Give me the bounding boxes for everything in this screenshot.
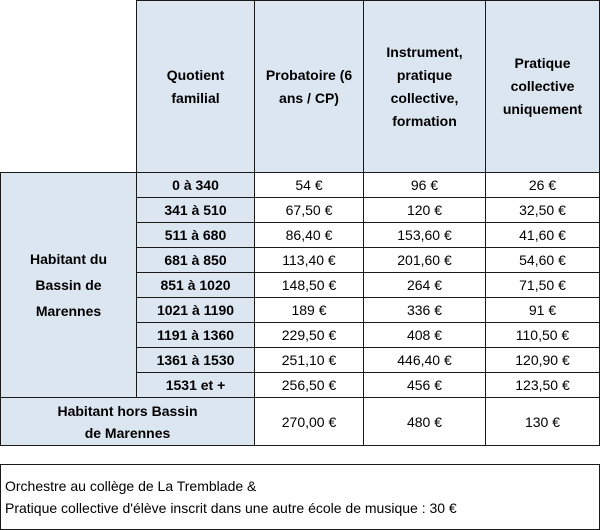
instrument-price: 264 €	[364, 273, 486, 298]
pratique-price: 26 €	[486, 173, 600, 198]
header-quotient-label: Quotient familial	[166, 66, 225, 106]
probatoire-price: 113,40 €	[255, 248, 364, 273]
instrument-price: 96 €	[364, 173, 486, 198]
probatoire-price: 256,50 €	[255, 373, 364, 398]
instrument-price: 153,60 €	[364, 223, 486, 248]
probatoire-price: 86,40 €	[255, 223, 364, 248]
header-pratique-collective	[486, 1, 600, 173]
outside-instrument-price: 480 €	[364, 398, 486, 446]
header-pratique-label: Pratique collective uniquement	[502, 55, 583, 117]
pratique-price: 123,50 €	[486, 373, 600, 398]
header-instrument-label: Instrument, pratique collective, formation	[386, 43, 463, 129]
qf-cell: 511 à 680	[137, 223, 255, 248]
outside-pratique-price: 130 €	[486, 398, 600, 446]
qf-cell: 1191 à 1360	[137, 323, 255, 348]
empty-corner-cell	[1, 1, 137, 173]
pratique-price: 91 €	[486, 298, 600, 323]
header-probatoire	[255, 1, 364, 173]
probatoire-price: 67,50 €	[255, 198, 364, 223]
qf-cell: 341 à 510	[137, 198, 255, 223]
qf-cell: 1361 à 1530	[137, 348, 255, 373]
pratique-price: 32,50 €	[486, 198, 600, 223]
header-row	[1, 1, 600, 173]
footnote-line-1: Orchestre au collège de La Tremblade &	[5, 478, 257, 494]
pratique-price: 120,90 €	[486, 348, 600, 373]
pratique-price: 41,60 €	[486, 223, 600, 248]
qf-cell: 851 à 1020	[137, 273, 255, 298]
qf-cell: 681 à 850	[137, 248, 255, 273]
instrument-price: 336 €	[364, 298, 486, 323]
outside-row	[1, 398, 600, 446]
instrument-price: 456 €	[364, 373, 486, 398]
qf-cell: 1531 et +	[137, 373, 255, 398]
table-row	[1, 173, 600, 198]
probatoire-price: 229,50 €	[255, 323, 364, 348]
probatoire-price: 148,50 €	[255, 273, 364, 298]
instrument-price: 201,60 €	[364, 248, 486, 273]
pratique-price: 110,50 €	[486, 323, 600, 348]
qf-cell: 1021 à 1190	[137, 298, 255, 323]
outside-label-cell	[1, 398, 255, 446]
instrument-price: 408 €	[364, 323, 486, 348]
header-quotient-familial	[137, 1, 255, 173]
outside-probatoire-price: 270,00 €	[255, 398, 364, 446]
qf-cell: 0 à 340	[137, 173, 255, 198]
footnote-box	[0, 464, 600, 530]
probatoire-price: 251,10 €	[255, 348, 364, 373]
footnote-line-2: Pratique collective d'élève inscrit dans une autre école de musique : 30 €	[5, 500, 457, 516]
outside-label: Habitant hors Bassin de Marennes	[57, 402, 198, 441]
instrument-price: 120 €	[364, 198, 486, 223]
pratique-price: 71,50 €	[486, 273, 600, 298]
header-probatoire-label: Probatoire (6 ans / CP)	[265, 66, 353, 106]
probatoire-price: 54 €	[255, 173, 364, 198]
region-label-cell	[1, 173, 137, 398]
probatoire-price: 189 €	[255, 298, 364, 323]
pratique-price: 54,60 €	[486, 248, 600, 273]
region-label: Habitant du Bassin de Marennes	[30, 251, 107, 319]
instrument-price: 446,40 €	[364, 348, 486, 373]
header-instrument	[364, 1, 486, 173]
